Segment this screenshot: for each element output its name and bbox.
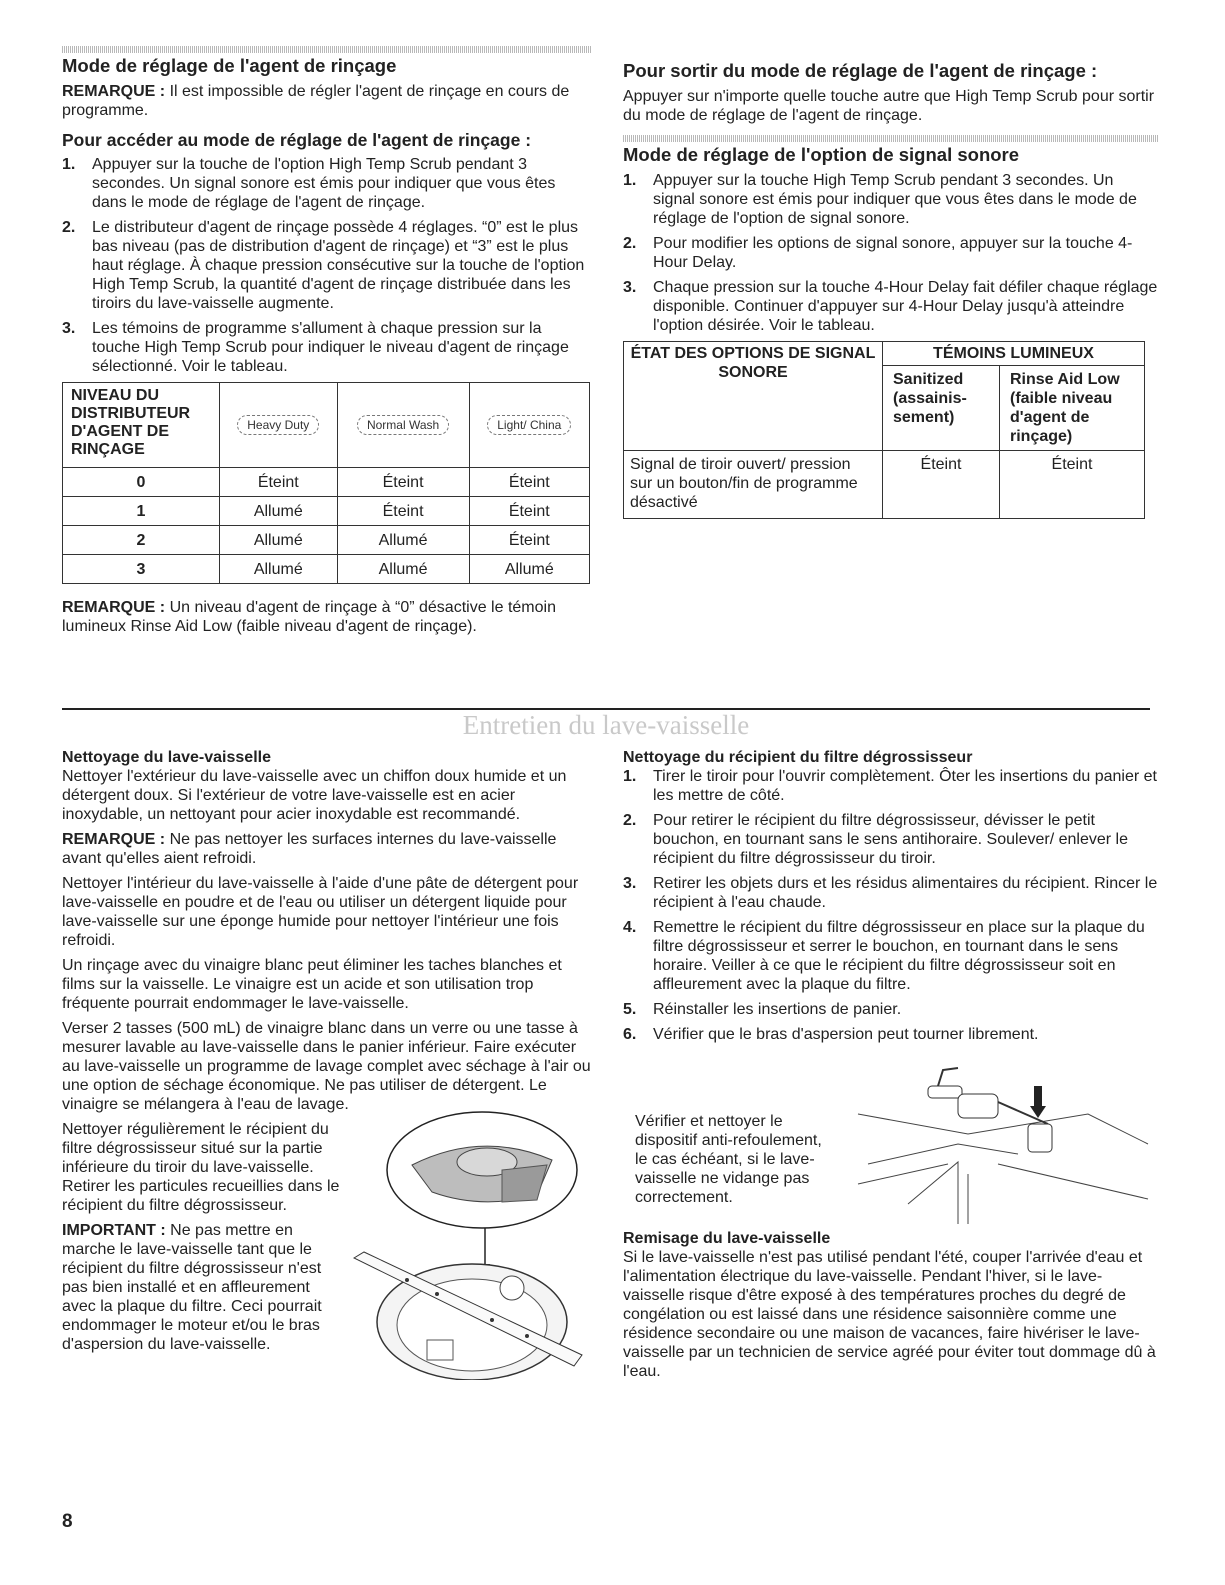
list-item: 6. Vérifier que le bras d'aspersion peut tourner librement. xyxy=(623,1026,1039,1043)
table-header-level: NIVEAU DU DISTRIBUTEUR D'AGENT DE RINÇAGE xyxy=(63,383,220,468)
rinse-aid-note-2: REMARQUE : Un niveau d'agent de rinçage à “0” désactive le témoin lumineux Rinse Aid Low (faible niveau d'agent de rinçage). xyxy=(62,599,556,635)
air-gap-illustration xyxy=(848,1064,1158,1224)
table-row: ÉTAT DES OPTIONS DE SIGNAL SONORE TÉMOINS LUMINEUX xyxy=(624,342,1145,366)
filter-block xyxy=(62,1120,592,1354)
table-row: 3 Allumé Allumé Allumé xyxy=(63,555,590,584)
list-item: 1. Appuyer sur la touche de l'option High Temp Scrub pendant 3 secondes. Un signal sonore est émis pour indiquer que vous êtes dans le mode de réglage de l'agent de rinçage. xyxy=(62,156,556,211)
list-item: 5. Réinstaller les insertions de panier. xyxy=(623,1001,902,1018)
normal-wash-indicator: Normal Wash xyxy=(357,415,449,435)
filter-text xyxy=(62,1120,340,1354)
paragraph: Nettoyer l'extérieur du lave-vaisselle avec un chiffon doux humide et un détergent doux. Si l'extérieur de votre lave-vaisselle est en acier inoxydable, un nettoyant pour acier inoxydable est recommandé. xyxy=(62,768,567,823)
rinse-aid-steps xyxy=(62,155,592,376)
filter-cleaning-title: Nettoyage du récipient du filtre dégrossisseur xyxy=(623,749,973,766)
list-item: 1. Appuyer sur la touche High Temp Scrub pendant 3 secondes. Un signal sonore est émis pour indiquer que vous êtes dans le mode de réglage de l'option de signal sonore. xyxy=(623,172,1137,227)
section-divider xyxy=(62,46,592,53)
rinse-aid-title: Mode de réglage de l'agent de rinçage xyxy=(62,55,397,76)
air-gap-figure xyxy=(623,1064,1158,1229)
signal-mode-title: Mode de réglage de l'option de signal sonore xyxy=(623,144,1020,165)
exit-rinse-aid-title: Pour sortir du mode de réglage de l'agent de rinçage : xyxy=(623,60,1098,81)
rinse-aid-note: REMARQUE : Il est impossible de régler l'agent de rinçage en cours de programme. xyxy=(62,83,570,119)
paragraph: Nettoyer l'intérieur du lave-vaisselle à l'aide d'une pâte de détergent pour lave-vaisselle en poudre et de l'eau ou utiliser un détergent liquide pour lave-vaisselle sur une éponge humide pour nettoyer l'intérieur une fois refroidi. xyxy=(62,875,579,949)
paragraph: Nettoyer régulièrement le récipient du filtre dégrossisseur situé sur la partie inférieure du tiroir du lave-vaisselle. Retirer les particules recueillies dans le récipient du filtre dégrossisseur. xyxy=(62,1121,340,1214)
list-item: 1. Tirer le tiroir pour l'ouvrir complètement. Ôter les insertions du panier et les mettre de côté. xyxy=(623,768,1157,804)
exit-rinse-aid-text: Appuyer sur n'importe quelle touche autre que High Temp Scrub pour sortir du mode de réglage de l'agent de rinçage. xyxy=(623,88,1155,124)
storage-title: Remisage du lave-vaisselle xyxy=(623,1230,831,1247)
list-item: 2. Pour retirer le récipient du filtre dégrossisseur, dévisser le petit bouchon, en tournant sans le sens antihoraire. Soulever/ enlever le récipient du filtre dégrossisseur du tiroir. xyxy=(623,812,1128,867)
rinse-aid-level-table xyxy=(62,382,590,584)
table-row: Signal de tiroir ouvert/ pression sur un bouton/fin de programme désactivé Éteint Éteint xyxy=(624,451,1145,519)
paragraph: Verser 2 tasses (500 mL) de vinaigre blanc dans un verre ou une tasse à mesurer lavable au lave-vaisselle dans le panier inférieur. Faire exécuter au lave-vaisselle un programme de lavage complet avec séchage à l'air ou une option de séchage économique. Ne pas utiliser de détergent. Le vinaigre se mélangera à l'eau de lavage. xyxy=(62,1020,591,1113)
cleaning-section xyxy=(62,748,592,1360)
list-item: 2. Pour modifier les options de signal sonore, appuyer sur la touche 4-Hour Delay. xyxy=(623,235,1133,271)
filter-illustration xyxy=(352,1110,592,1380)
list-item: 2. Le distributeur d'agent de rinçage possède 4 réglages. “0” est le plus bas niveau (pas de distribution d'agent de rinçage) et “3” est le plus haut réglage. À chaque pression consécutive sur la touche de l'option High Temp Scrub, la quantité d'agent de rinçage distribuée dans les tiroirs du lave-vaisselle augmente. xyxy=(62,219,585,312)
filter-steps xyxy=(623,767,1158,1044)
paragraph: Un rinçage avec du vinaigre blanc peut éliminer les taches blanches et films sur la vaisselle. Le vinaigre est un acide et son utilisation trop fréquente pourrait endommager le lave-vaisselle. xyxy=(62,957,562,1012)
list-item: 4. Remettre le récipient du filtre dégrossisseur en place sur la plaque du filtre dégrossisseur et serrer le bouchon, en tournant dans le sens horaire. Veiller à ce que le récipient du filtre dégrossisseur soit en affleurement avec la plaque du filtre. xyxy=(623,919,1145,993)
page-number: 8 xyxy=(62,1511,73,1532)
light-china-indicator: Light/ China xyxy=(487,415,571,435)
table-row: Sanitized (assainis-sement) Rinse Aid Low (faible niveau d'agent de rinçage) xyxy=(624,366,1145,451)
important-note: IMPORTANT : Ne pas mettre en marche le lave-vaisselle tant que le récipient du filtre dégrossisseur n'est pas bien installé et en affleurement avec la plaque du filtre. Ceci pourrait endommager le moteur et/ou le bras d'aspersion du lave-vaisselle. xyxy=(62,1222,322,1353)
air-gap-caption: Vérifier et nettoyer le dispositif anti-refoulement, le cas échéant, si le lave-vaisselle ne vidange pas correctement. xyxy=(635,1113,822,1206)
rinse-aid-section xyxy=(62,46,592,642)
table-row xyxy=(63,383,590,468)
filter-cleaning-section xyxy=(623,748,1158,1387)
signal-section xyxy=(623,60,1158,519)
heavy-duty-indicator: Heavy Duty xyxy=(237,415,319,435)
list-item: 3. Retirer les objets durs et les résidus alimentaires du récipient. Rincer le récipient à l'eau chaude. xyxy=(623,875,1158,911)
list-item: 3. Les témoins de programme s'allument à chaque pression sur la touche High Temp Scrub pour indiquer le niveau d'agent de rinçage sélectionné. Voir le tableau. xyxy=(62,320,569,375)
rinse-aid-enter-subtitle: Pour accéder au mode de réglage de l'agent de rinçage : xyxy=(62,130,532,150)
table-row: 0 Éteint Éteint Éteint xyxy=(63,468,590,497)
signal-steps xyxy=(623,171,1158,335)
table-row: 2 Allumé Allumé Éteint xyxy=(63,526,590,555)
signal-options-table xyxy=(623,341,1145,519)
cleaning-title: Nettoyage du lave-vaisselle xyxy=(62,749,271,766)
maintenance-section-title: Entretien du lave-vaisselle xyxy=(462,710,750,740)
table-row: 1 Allumé Éteint Éteint xyxy=(63,497,590,526)
cleaning-note: REMARQUE : Ne pas nettoyer les surfaces internes du lave-vaisselle avant qu'elles aient refroidi. xyxy=(62,831,557,867)
storage-text: Si le lave-vaisselle n'est pas utilisé pendant l'été, couper l'arrivée d'eau et l'alimentation électrique du lave-vaisselle. Pendant l'hiver, si le lave-vaisselle risque d'être exposé à des températures proches du degré de congélation ou est laissé dans une résidence saisonnière comme une résidence secondaire ou une maison de vacances, faire hivériser le lave-vaisselle par un technicien de service agréé pour éviter tout dommage dû à l'eau. xyxy=(623,1249,1156,1380)
list-item: 3. Chaque pression sur la touche 4-Hour Delay fait défiler chaque réglage disponible. Continuer d'appuyer sur 4-Hour Delay jusqu'à atteindre l'option désirée. Voir le tableau. xyxy=(623,279,1158,334)
section-divider xyxy=(623,135,1158,142)
